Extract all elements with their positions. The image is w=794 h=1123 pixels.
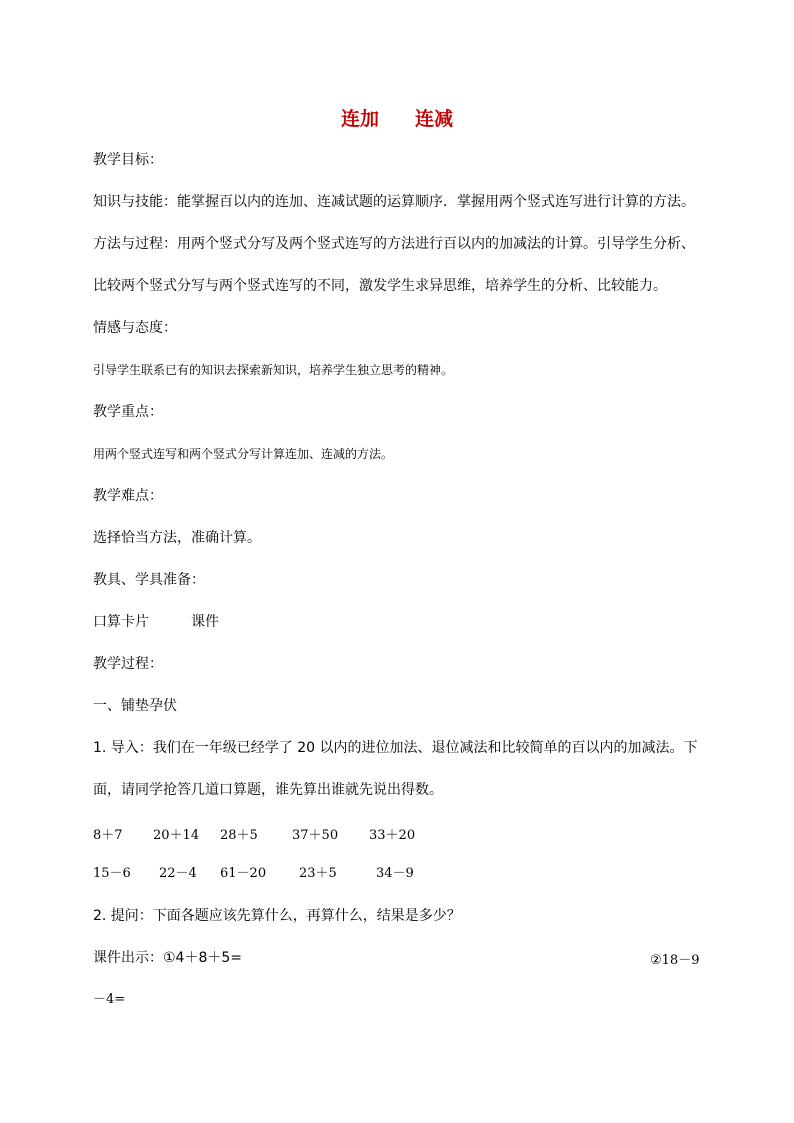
difficulty-heading: 教学难点： [93, 488, 163, 504]
emotion-text: 引导学生联系已有的知识去探索新知识，培养学生独立思考的精神。 [93, 363, 454, 377]
oral-row-2 [93, 862, 513, 882]
oral-problem: 33＋20 [369, 828, 416, 843]
key-points-text: 用两个竖式连写和两个竖式分写计算连加、连减的方法。 [93, 447, 394, 461]
oral-problem: 22－4 [159, 866, 197, 881]
tools-item-1: 口算卡片 [93, 614, 149, 630]
oral-row-1 [93, 824, 513, 844]
tools-line [93, 612, 219, 632]
goals-heading: 教学目标： [93, 152, 163, 168]
intro-line-2: 面，请同学抢答几道口算题，谁先算出谁就先说出得数。 [93, 782, 443, 798]
intro-line-1: 1. 导入：我们在一年级已经学了 20 以内的进位加法、退位减法和比较简单的百以内的加减法。下 [93, 740, 698, 756]
oral-problem: 8＋7 [93, 828, 123, 843]
page-title [0, 104, 794, 131]
tools-heading: 教具、学具准备： [93, 572, 205, 588]
method-process-line-2: 比较两个竖式分写与两个竖式连写的不同，激发学生求异思维，培养学生的分析、比较能力。 [93, 278, 667, 294]
question-line: 2. 提问：下面各题应该先算什么，再算什么，结果是多少？ [93, 908, 461, 924]
knowledge-skills: 知识与技能：能掌握百以内的连加、连减试题的运算顺序．掌握用两个竖式连写进行计算的方法。 [93, 194, 695, 210]
oral-problem: 15－6 [93, 866, 131, 881]
process-heading: 教学过程： [93, 656, 163, 672]
oral-problem: 28＋5 [220, 828, 258, 843]
oral-problem: 37＋50 [292, 828, 339, 843]
oral-problem: 34－9 [376, 866, 414, 881]
key-points-heading: 教学重点： [93, 404, 163, 420]
method-process-line-1: 方法与过程：用两个竖式分写及两个竖式连写的方法进行百以内的加减法的计算。引导学生分析、 [93, 236, 695, 252]
courseware-left: 课件出示：①4＋8＋5= [93, 950, 243, 966]
title-part-1: 连加 [340, 108, 379, 130]
oral-problem: 61－20 [220, 866, 267, 881]
oral-problem: 23＋5 [299, 866, 337, 881]
emotion-heading: 情感与态度： [93, 320, 177, 336]
step-one-heading: 一、铺垫孕伏 [93, 698, 177, 714]
courseware-right: ②18－9 [650, 953, 700, 968]
oral-problem: 20＋14 [153, 828, 200, 843]
courseware-continuation: －4= [93, 992, 126, 1007]
difficulty-text: 选择恰当方法，准确计算。 [93, 530, 261, 546]
tools-item-2: 课件 [191, 614, 219, 630]
title-part-2: 连减 [415, 108, 454, 130]
